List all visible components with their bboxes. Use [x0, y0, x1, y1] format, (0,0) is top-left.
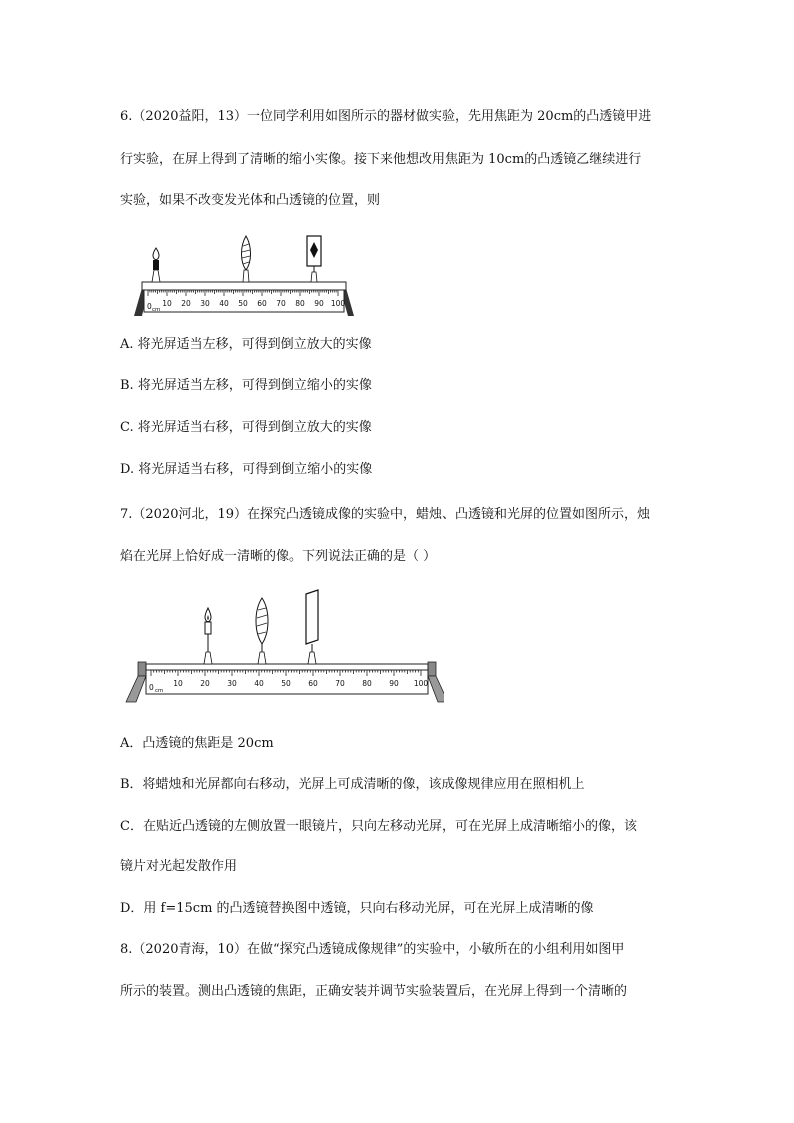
q6-ruler-zero: 0 [147, 302, 152, 311]
q7-lens [256, 598, 268, 664]
q6-ruler-tick-label: 60 [257, 299, 267, 308]
q6-ruler-tick-label: 20 [181, 299, 191, 308]
q7-screen [306, 590, 318, 664]
q6-ruler-tick-label: 70 [276, 299, 286, 308]
q7-candle [204, 608, 212, 664]
q7-option-c-line2: 镜片对光起发散作用 [120, 859, 238, 874]
q7-bench-rail [146, 664, 428, 670]
q6-optical-bench-figure [130, 232, 360, 322]
q7-option-c-line1: C．在贴近凸透镜的左侧放置一眼镜片，只向左移动光屏，可在光屏上成清晰缩小的像，该 [120, 819, 637, 834]
q7-text-line2: 焰在光屏上恰好成一清晰的像。下列说法正确的是（ ） [120, 549, 437, 564]
q6-ruler-tick-label: 30 [200, 299, 210, 308]
q7-text-line1: 7.（2020河北，19）在探究凸透镜成像的实验中，蜡烛、凸透镜和光屏的位置如图所示，烛 [120, 507, 651, 522]
q7-left-leg [126, 676, 146, 702]
q8-text-line2: 所示的装置。测出凸透镜的焦距，正确安装并调节实验装置后，在光屏上得到一个清晰的 [120, 984, 628, 999]
q6-ruler-tick-label: 100 [330, 299, 346, 308]
q6-screen [307, 236, 321, 282]
q6-ruler-unit: cm [152, 307, 161, 313]
q7-right-post [428, 662, 436, 676]
q7-ruler-tick-label: 40 [254, 679, 264, 688]
q7-ruler-unit: cm [155, 688, 164, 694]
q6-ruler-tick-label: 80 [295, 299, 305, 308]
q6-option-b: B. 将光屏适当左移，可得到倒立缩小的实像 [120, 378, 372, 393]
q6-ruler-tick-label: 50 [238, 299, 248, 308]
q7-optical-bench-figure [124, 588, 444, 706]
q7-left-post [138, 662, 146, 676]
q7-ruler-tick-label: 90 [389, 679, 399, 688]
q7-ruler-tick-label: 10 [173, 679, 183, 688]
q6-option-d: D. 将光屏适当右移，可得到倒立缩小的实像 [120, 462, 373, 477]
q6-text-line1: 6.（2020益阳，13）一位同学利用如图所示的器材做实验，先用焦距为 20cm的凸透镜甲进 [120, 109, 652, 124]
q6-text-line3: 实验，如果不改变发光体和凸透镜的位置，则 [120, 193, 381, 208]
q6-option-c: C. 将光屏适当右移，可得到倒立放大的实像 [120, 420, 372, 435]
q6-ruler-tick-label: 10 [162, 299, 172, 308]
q7-ruler-tick-label: 80 [362, 679, 372, 688]
q6-lens [242, 236, 251, 282]
q7-ruler-zero: 0 [149, 683, 154, 692]
q8-text-line1: 8.（2020青海，10）在做“探究凸透镜成像规律”的实验中，小敏所在的小组利用如图甲 [120, 942, 625, 957]
q7-right-leg [428, 676, 444, 702]
q7-ruler-tick-label: 20 [200, 679, 210, 688]
q7-ruler-tick-label: 30 [227, 679, 237, 688]
q7-option-b: B．将蜡烛和光屏都向右移动，光屏上可成清晰的像，该成像规律应用在照相机上 [120, 777, 585, 792]
q7-option-d: D．用 f=15cm 的凸透镜替换图中透镜，只向右移动光屏，可在光屏上成清晰的像 [120, 901, 594, 916]
q6-bench-rail [142, 282, 346, 290]
q6-text-line2: 行实验，在屏上得到了清晰的缩小实像。接下来他想改用焦距为 10cm的凸透镜乙继续进行 [120, 152, 642, 167]
q7-ruler-tick-label: 100 [413, 679, 429, 688]
q6-ruler-tick-label: 40 [219, 299, 229, 308]
q7-ruler-tick-label: 60 [308, 679, 318, 688]
q6-ruler-tick-label: 90 [314, 299, 324, 308]
q7-ruler-tick-label: 50 [281, 679, 291, 688]
q6-candle [152, 248, 160, 282]
q7-ruler-tick-label: 70 [335, 679, 345, 688]
q7-option-a: A．凸透镜的焦距是 20cm [120, 736, 274, 751]
q6-option-a: A. 将光屏适当左移，可得到倒立放大的实像 [120, 337, 372, 352]
